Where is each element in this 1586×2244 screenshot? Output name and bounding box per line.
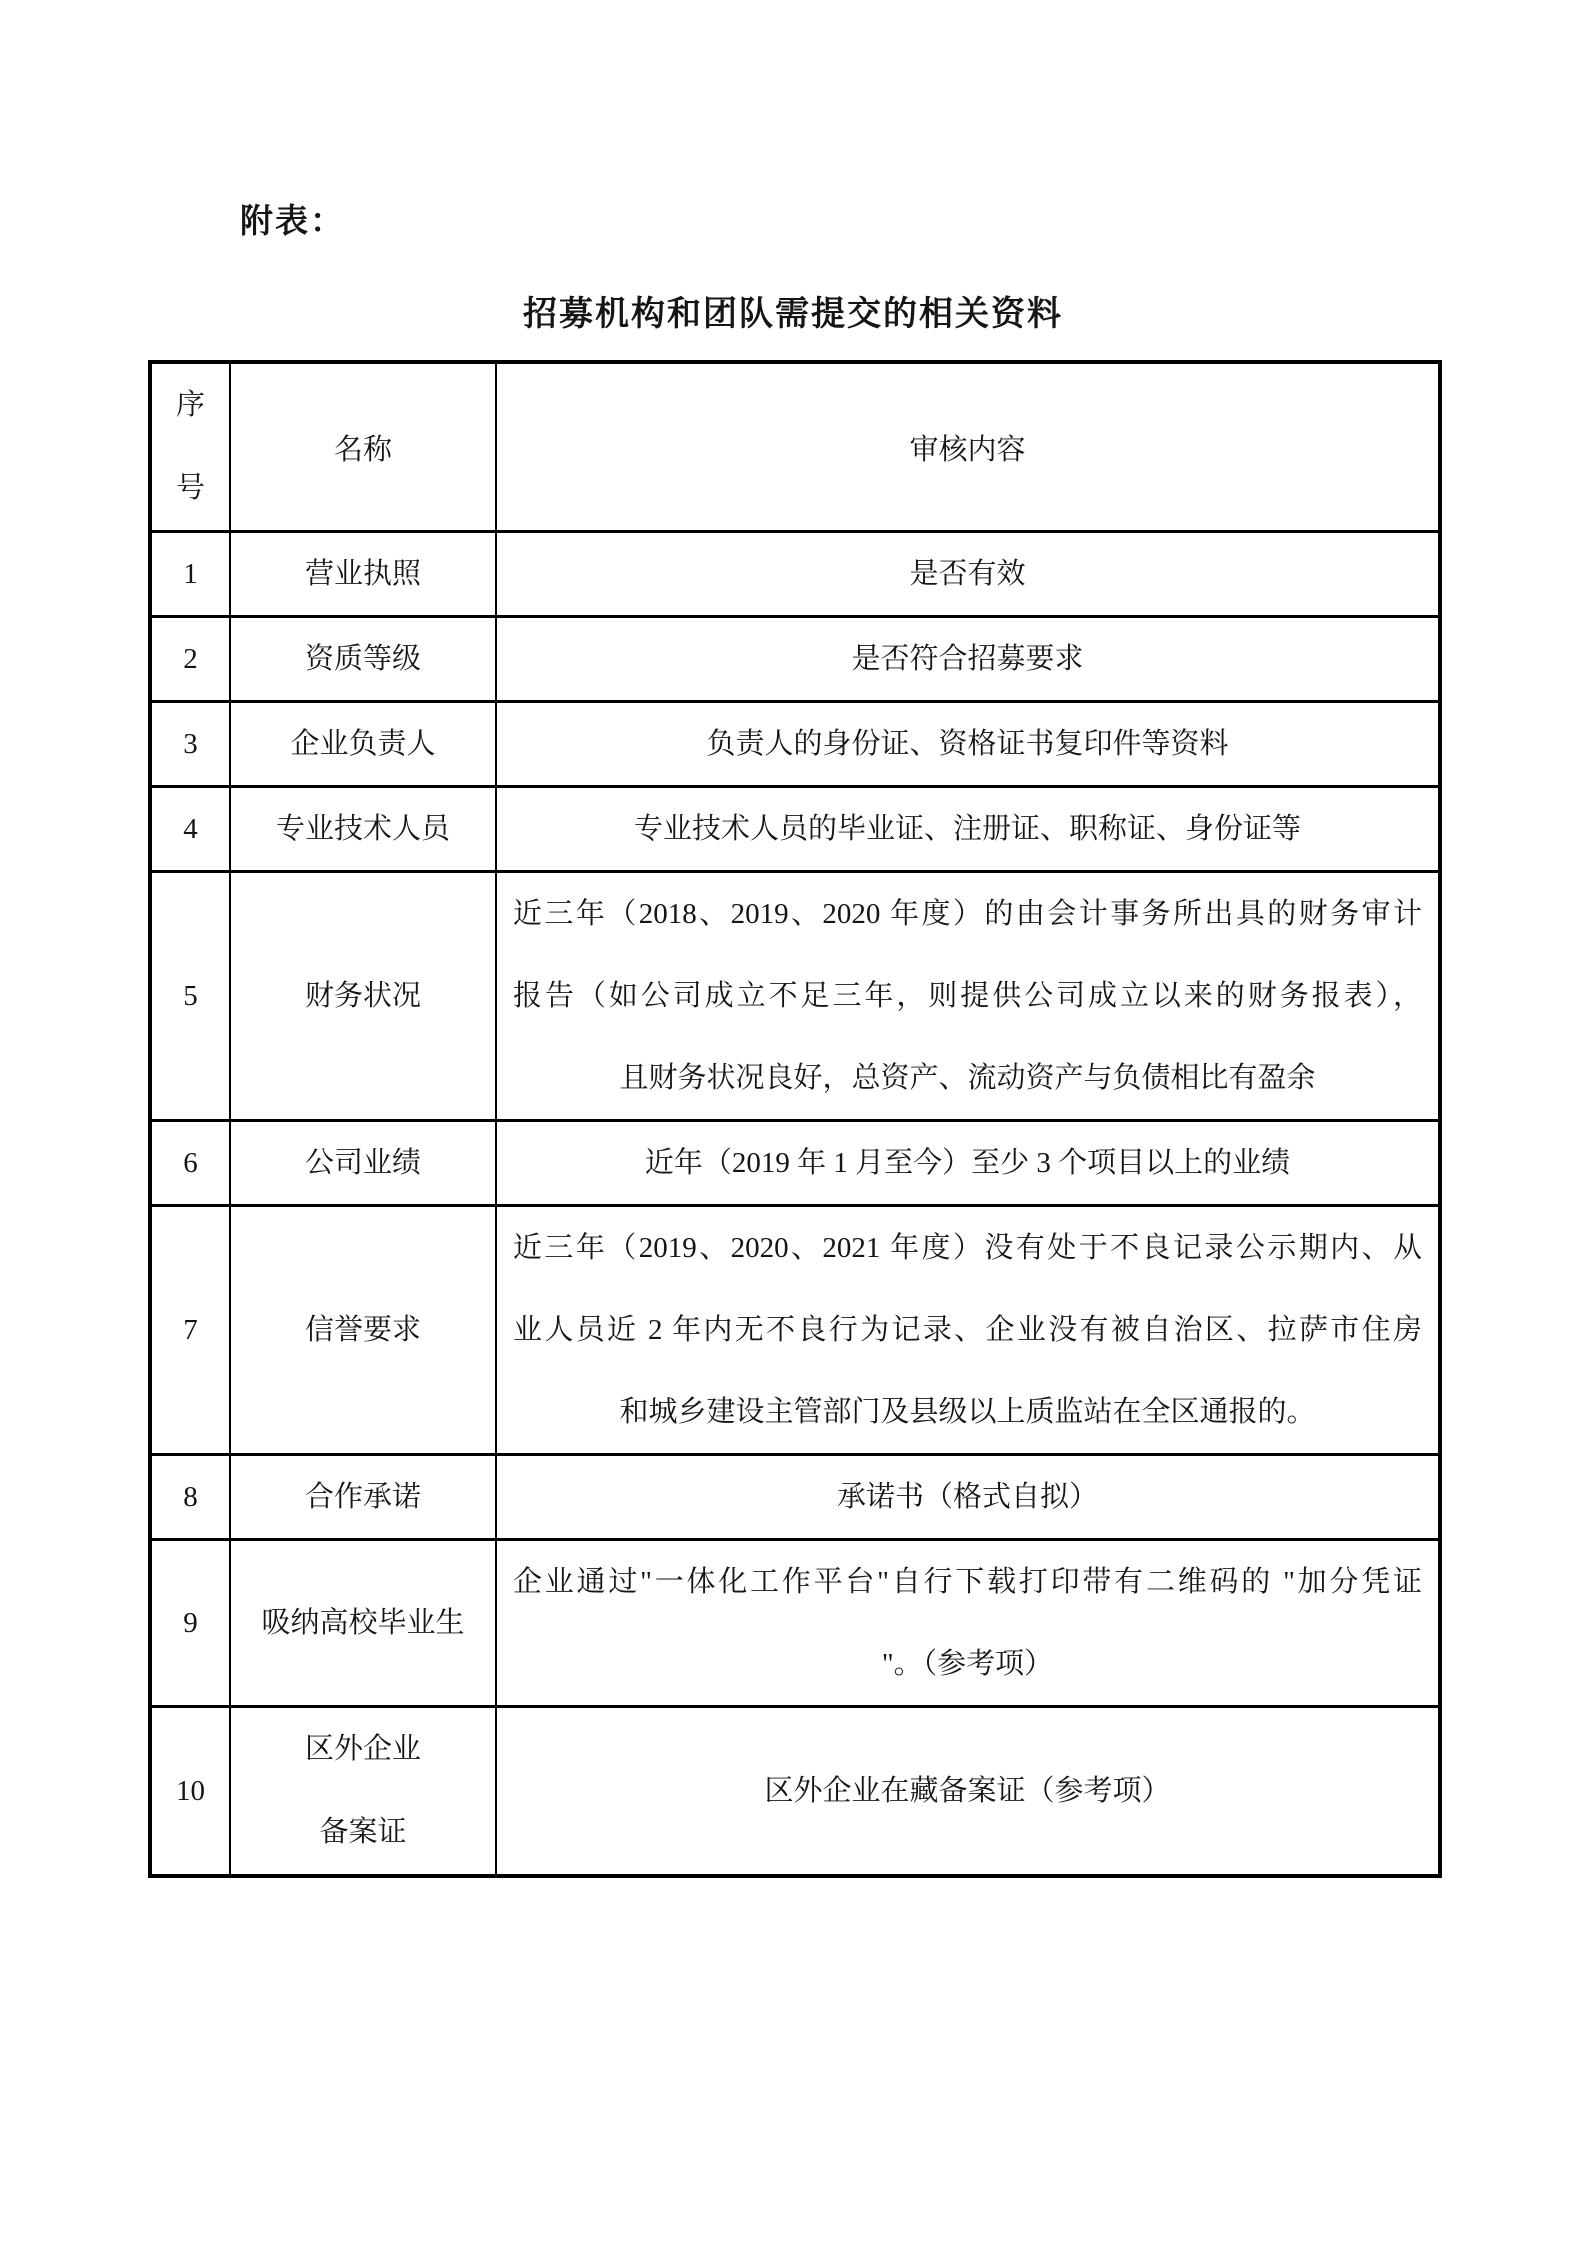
table-row xyxy=(150,702,1440,787)
row-content-line: 企业通过"一体化工作平台"自行下载打印带有二维码的 "加分凭证 xyxy=(513,1566,1422,1598)
table-row xyxy=(150,1121,1440,1206)
header-cell-name xyxy=(230,362,496,532)
row-number-cell xyxy=(150,702,230,787)
row-number-cell xyxy=(150,1707,230,1877)
table-row xyxy=(150,1455,1440,1540)
row-content-line: 近年（2019 年 1 月至今）至少 3 个项目以上的业绩 xyxy=(644,1147,1291,1179)
row-name: 公司业绩 xyxy=(304,1147,421,1179)
header-cell-content xyxy=(496,362,1440,532)
row-number-cell xyxy=(150,872,230,1121)
row-content-line: 业人员近 2 年内无不良行为记录、企业没有被自治区、拉萨市住房 xyxy=(513,1314,1422,1346)
row-content-line: 专业技术人员的毕业证、注册证、职称证、身份证等 xyxy=(633,813,1301,845)
row-name-cell xyxy=(230,1206,496,1455)
row-content-line: 近三年（2018、2019、2020 年度）的由会计事务所出具的财务审计 xyxy=(513,898,1422,930)
row-name-cell xyxy=(230,1540,496,1707)
materials-table xyxy=(148,360,1442,1878)
row-name: 营业执照 xyxy=(304,558,421,590)
row-number: 4 xyxy=(183,813,198,845)
row-name-line: 备案证 xyxy=(319,1816,407,1848)
row-name: 财务状况 xyxy=(304,980,421,1012)
row-content-cell xyxy=(496,1707,1440,1877)
row-number-cell xyxy=(150,532,230,617)
row-content-cell xyxy=(496,532,1440,617)
table-row xyxy=(150,787,1440,872)
row-content-cell xyxy=(496,1121,1440,1206)
row-name-cell xyxy=(230,1121,496,1206)
table-row xyxy=(150,532,1440,617)
row-number: 3 xyxy=(183,728,198,760)
document-content xyxy=(148,0,1438,1878)
row-content-cell xyxy=(496,872,1440,1121)
row-number-cell xyxy=(150,617,230,702)
table-row xyxy=(150,1707,1440,1877)
row-content-cell xyxy=(496,1455,1440,1540)
row-number-cell xyxy=(150,787,230,872)
row-name-cell xyxy=(230,1455,496,1540)
row-number: 1 xyxy=(183,558,198,590)
row-content-line: 是否有效 xyxy=(909,558,1026,590)
row-content-cell xyxy=(496,787,1440,872)
row-content-cell xyxy=(496,1540,1440,1707)
header-name-label: 名称 xyxy=(333,433,392,466)
row-number-cell xyxy=(150,1455,230,1540)
row-number: 6 xyxy=(183,1147,198,1179)
row-number: 5 xyxy=(183,980,198,1012)
header-content-label: 审核内容 xyxy=(909,433,1026,466)
row-number: 2 xyxy=(183,643,198,675)
row-number-cell xyxy=(150,1121,230,1206)
row-number: 9 xyxy=(183,1607,198,1639)
row-name-cell xyxy=(230,532,496,617)
row-number: 10 xyxy=(176,1775,205,1807)
row-content-line: "。（参考项） xyxy=(881,1648,1054,1680)
row-number-cell xyxy=(150,1540,230,1707)
row-name-cell xyxy=(230,702,496,787)
row-content-line: 承诺书（格式自拟） xyxy=(836,1481,1098,1513)
page-title: 招募机构和团队需提交的相关资料 xyxy=(523,296,1063,333)
table-header-row xyxy=(150,362,1440,532)
row-name: 企业负责人 xyxy=(290,728,436,760)
row-number: 8 xyxy=(183,1481,198,1513)
row-name-cell xyxy=(230,1707,496,1877)
row-name-line: 区外企业 xyxy=(304,1733,421,1765)
row-content-cell xyxy=(496,617,1440,702)
row-content-line: 报告（如公司成立不足三年，则提供公司成立以来的财务报表）， xyxy=(513,980,1422,1012)
row-content-cell xyxy=(496,1206,1440,1455)
header-no-line1: 序 xyxy=(175,389,205,421)
row-content-line: 是否符合招募要求 xyxy=(851,643,1084,675)
table-row xyxy=(150,617,1440,702)
row-content-line: 近三年（2019、2020、2021 年度）没有处于不良记录公示期内、从 xyxy=(513,1232,1422,1264)
row-number-cell xyxy=(150,1206,230,1455)
appendix-label: 附表： xyxy=(240,204,345,240)
row-number: 7 xyxy=(183,1314,198,1346)
row-name-cell xyxy=(230,787,496,872)
row-content-line: 区外企业在藏备案证（参考项） xyxy=(764,1775,1171,1807)
row-content-line: 且财务状况良好，总资产、流动资产与负债相比有盈余 xyxy=(619,1062,1316,1094)
row-name: 信誉要求 xyxy=(304,1314,421,1346)
row-name: 吸纳高校毕业生 xyxy=(261,1607,465,1639)
table-row xyxy=(150,872,1440,1121)
table-row xyxy=(150,1540,1440,1707)
row-name: 资质等级 xyxy=(304,643,421,675)
header-no-line2: 号 xyxy=(175,472,205,504)
row-name: 专业技术人员 xyxy=(275,813,450,845)
row-name-cell xyxy=(230,872,496,1121)
table-row xyxy=(150,1206,1440,1455)
row-name-cell xyxy=(230,617,496,702)
row-content-line: 负责人的身份证、资格证书复印件等资料 xyxy=(706,728,1229,760)
header-cell-no xyxy=(150,362,230,532)
row-content-cell xyxy=(496,702,1440,787)
row-name: 合作承诺 xyxy=(304,1481,421,1513)
row-content-line: 和城乡建设主管部门及县级以上质监站在全区通报的。 xyxy=(619,1396,1316,1428)
